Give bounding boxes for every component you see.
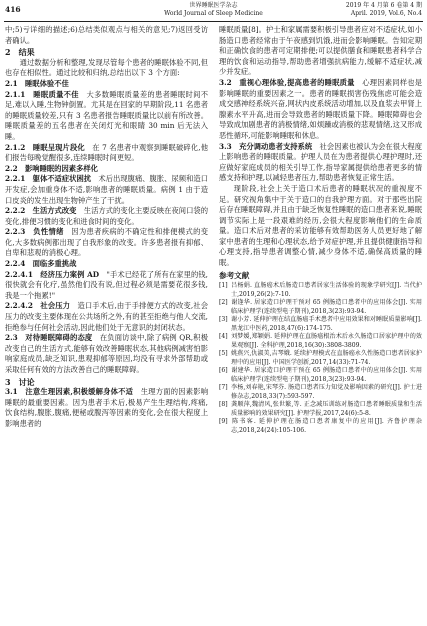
page-number: 416 [5,5,21,14]
reference-item [219,333,422,350]
paragraph [5,387,208,429]
reference-number: [9] [219,418,228,426]
reference-item [219,367,422,384]
journal-title-cn: 世界睡眠医学杂志 [189,2,238,9]
paragraph-text: "手术已经花了所有在家里的钱,很快就会有化疗,虽然他们没有说,但过程必须是需要花很多钱,我是一个拖累!" [5,269,208,300]
paragraph [219,78,422,142]
inline-heading: 2.3 对待睡眠障碍的态度 [5,333,93,343]
subsection-heading: 2.2 影响睡眠的因素多样化 [5,163,98,173]
paragraph [5,143,208,164]
paragraph [5,270,208,302]
issue-date-en: April. 2019, Vol.6, No.4 [350,10,422,17]
issue-info [346,2,422,18]
paragraph [5,259,208,270]
right-column [219,25,422,435]
reference-item [219,401,422,418]
section-heading: 3 讨论 [5,376,35,387]
reference-text: 谢建华. 居家造口护理干预在 65 例肠造口患者中的应用体会[J]. 实用临床护理学(连续型电子期刊),2018,3(23):93-94. [231,367,422,383]
reference-item [219,316,422,333]
inline-heading: 2.2.4.2 社会压力 [5,301,71,311]
reference-text: 吕杨娟. 直肠癌术后肠造口患者居家生活体验的现象学研究[J]. 当代护士,2019,26(2):7-10. [231,282,422,298]
paragraph-text: 心理因素同样也是影响睡眠的重要因素之一。患者的睡眠损害伤残焦虑可能会造成交感神经系统兴奋,网状内皮系统活动增加,以及血浆去甲肾上腺素水平升高,进而会导致患者的睡眠质量下降。睡眠障碍也会导致成加剧患者的消极情绪,如烦躁或消极的悲观情绪,这又形成恶性循环,可能影响睡眠和休息。 [219,77,423,140]
reference-number: [1] [219,282,228,290]
paragraph-text: 通过数据分析和整理,发现尽管每个患者的睡眠体验不同,但也存在相似性。通过比较和归纳,总结出以下 3 个方面: [5,57,208,78]
paragraph-text: 中;5)亏详细的描述;6)总结类似观点与相关的意见;7)返回受访者确认。 [5,25,208,45]
reference-item [219,384,422,401]
inline-heading: 2.2.4.1 经济压力案例 AD [5,269,100,279]
reference-text: 陈书客. 延伸护理在肠造口患者康复中的应用[J]. 齐鲁护理杂志,2018,24(24):105-106. [231,418,422,434]
paragraph-text: 在负面访谈中,除了病例 QR,积极改变自己的生活方式,能够有效改善睡眠状态,其他病例减害怕影响家庭成员,缺乏知识,患观抑郁等原因,均没有寻求外部帮助或采取任何有效的方法改善自己的睡眠障碍。 [5,333,208,374]
reference-text: 姚燕兴,仇淑美,吉琴娥. 延续护理模式在直肠癌永久性肠造口患者居家护理中的应用[J]. 中国医学创新,2017,14(33):71-74. [231,350,422,366]
paragraph [5,227,208,259]
paragraph [5,174,208,206]
paragraph-text: 大多数睡眠质量差的患者睡眠时间不足,难以入睡,生物钟倒置。尤其是在回家的早期阶段,11 名患者的睡眠质量较差,只有 3 名患者报告睡眠质量比以前有所改善。睡眠质量差的五名患者在关闭灯光和眼睛 30 min 后无法入睡。 [5,89,209,141]
references-heading: 参考文献 [219,270,250,280]
inline-heading: 3.3 充分调动患者支持系统 [219,141,313,151]
reference-item [219,418,422,435]
paragraph-text: 在 7 名患者中观察到睡眠破碎化,他们报告每晚觉醒很多,连续睡眠时间更短。 [5,142,208,163]
reference-text: 李杨,刘春艳,宋琴芬. 肠造口患者压力知觉及影响因素的研究[J]. 护士进修杂志,2018,33(7):593-597. [231,384,422,400]
paragraph-text: 睡眠质量[8]。护士和家属需要积极引导患者应对不适症状,如小肠造口患者经常由于午夜感到饥饿,进而会影响睡眠。告知定期和正确饮食的患者可定期排便;可以提供膳食和睡眠患者科学合理的饮食和运动指导,帮助患者增强抗病能力,缓解不适症状,减少并发症。 [219,25,422,77]
paragraph-text: 术后出现腹痛、腹胀、尿频和造口开发症,会加重身体不适,影响患者的睡眠质量。病例 1 由于造口皮炎的发生出现生物钟产生了干扰。 [5,174,209,205]
paragraph-text: 生理方面的因素影响睡眠的最重要因素。因为患者手术后,极易产生生理结构,疼痛,饮食结构,腹胀,腹痛,便秘或腹泻等因素的变化,会在很大程度上影响患者的 [5,387,209,428]
inline-heading: 3.2 重视心理体验,提高患者的睡眠质量 [219,77,355,87]
left-column [5,25,208,430]
reference-text: 刘梦媛,郑颖娟. 延伸护理在直肠癌根治术后永久肠造口居家护理中的效果观察[J]. 全科护理,2018,16(30):3808-3809. [231,333,422,349]
reference-text: 龚顺萍,魏清风,张世繁,等. 正念减压训练对肠造口患者睡眠质量和生活质量影响的效果研究[J]. 护理学报,2017,24(6):5-8. [231,401,422,417]
reference-item [219,350,422,367]
paragraph-text: 现阶段,社会上关于造口术后患者的睡眠状况的重视度不足。研究视角集中于关于造口的自我护理方面。对于那些出院后存在睡眠障碍,并且由于缺乏恢复性睡眠的造口患者来说,睡眠调节实际上是一段艰难的经历,会很大程度影响他们的生命质量。造口术后对患者的采访能够有效帮助医务人员更好地了解家中患者的生理和心理状态,给予对症护理,并且提供健康指导和心理支持,指导患者调整心情,减少身体不适,确保高质量的睡眠。 [219,183,422,268]
inline-heading: 2.1.1 睡眠质量不佳 [5,89,79,99]
paragraph-text: 生活方式的变化主要反映在夜间口袋的变化,排便习惯的变化和进食时间的变化。 [5,206,209,226]
reference-number: [7] [219,384,228,392]
page-header [5,2,422,22]
subsection-heading: 2.1 睡眠体验不佳 [5,78,69,88]
paragraph [219,142,422,184]
inline-heading: 2.2.1 躯体不适症状困扰 [5,174,92,184]
paragraph [5,90,208,143]
paragraph [219,25,422,78]
inline-heading: 2.2.4 面临多重挑战 [5,259,77,269]
reference-number: [5] [219,350,228,358]
paragraph [5,333,208,375]
reference-number: [8] [219,401,228,409]
paragraph [5,25,208,46]
journal-title-en: World Journal of Sleep Medicine [164,10,263,17]
reference-number: [2] [219,299,228,307]
reference-text: 谢小芳. 延伸护理在结直肠癌手术患者中应用效果和对睡眠质量影响[J]. 黑龙江中医药,2018,47(6):174-175. [231,316,422,332]
paragraph [5,301,208,333]
header-rule [4,21,423,22]
paragraph-text: 社会因素也被认为会在很大程度上影响患者的睡眠质量。护理人员在为患者提供心理护理时,还应做好家庭成员的相关引导工作,指导家属提供给患者更多的情感支持和护理,以减轻患者压力,帮助患者恢复正常生活。 [219,141,422,183]
inline-heading: 3.1 注意生理因素,积极缓解身体不适 [5,387,134,397]
paragraph [5,206,208,227]
section-heading: 2 结果 [5,47,35,58]
reference-number: [6] [219,367,228,375]
reference-text: 谢逢华. 居家造口护理干预对 65 例肠造口患者中的应用体会[J]. 实用临床护理学(连续型电子期刊),2018,3(23):93-94. [231,299,422,315]
inline-heading: 2.2.3 负性情绪 [5,227,64,237]
paragraph-text: 因为患者疾病的不确定性和排便模式的变化,大多数病例都出现了自我形象的改变。许多患者报有抑郁、自卑和悲观的消极心理。 [5,227,208,258]
reference-number: [4] [219,333,228,341]
paragraph-text: 造口手术后,由于手排便方式的改变,社会压力的改变主要体现在公共场所之外,有的甚至拒绝与他人交流,拒绝参与任何社会活动,因此他们处于无意识的封闭状态。 [5,301,208,332]
inline-heading: 2.2.2 生活方式改变 [5,206,77,216]
reference-item [219,299,422,316]
reference-number: [3] [219,316,228,324]
reference-item [219,282,422,299]
paragraph [5,58,208,79]
paragraph [219,184,422,269]
inline-heading: 2.1.2 睡眠呈现片段化 [5,142,85,152]
issue-date-cn: 2019 年 4 月第 6 卷第 4 期 [345,2,422,9]
